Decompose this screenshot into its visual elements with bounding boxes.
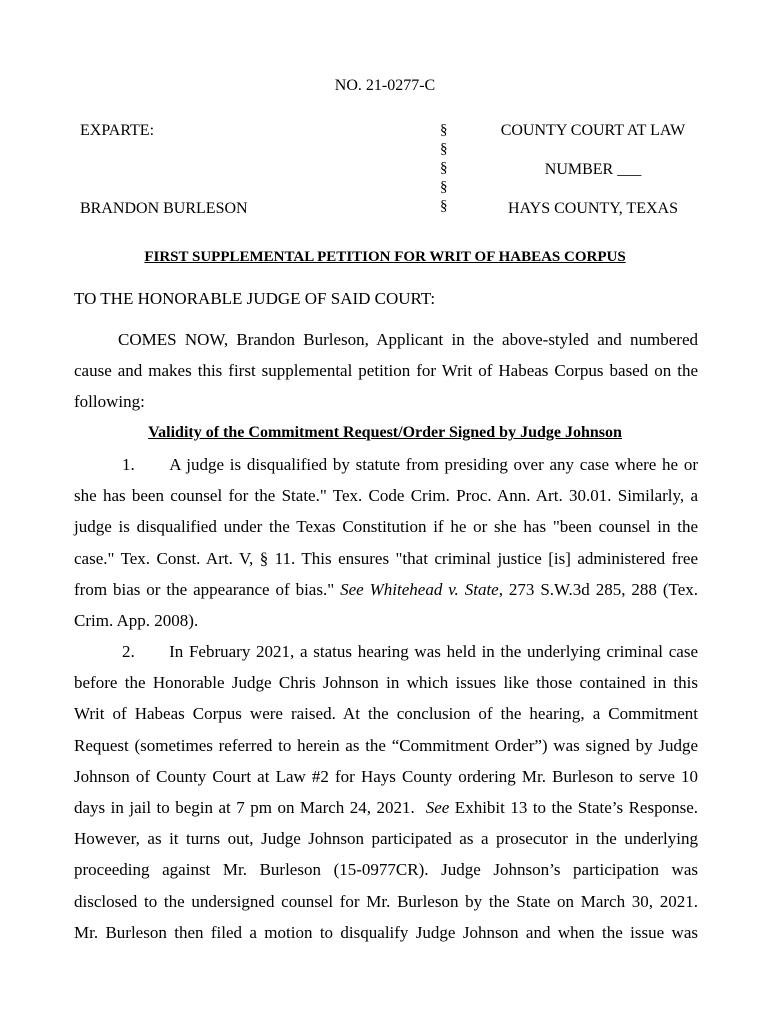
section-mark: § [440,198,448,214]
paragraph-line: judge is disqualified under the Texas Constitution if he or she has "been counsel in the [74,517,698,537]
intro-paragraph [74,324,698,418]
exhibit-reference: Exhibit 13 to the State’s Response. [449,797,699,817]
paragraph-line: Crim. App. 2008). [74,610,199,630]
paragraph-line: she has been counsel for the State." Tex. Code Crim. Proc. Ann. Art. 30.01. Similarly, a [74,486,698,506]
court-address: TO THE HONORABLE JUDGE OF SAID COURT: [74,289,436,308]
section-marks [440,121,454,216]
caption-court: COUNTY COURT AT LAW [500,122,686,139]
paragraph-line: following: [74,392,145,412]
paragraph-line [74,636,698,667]
caption-court-number: NUMBER ___ [544,161,642,178]
caption-applicant-name: BRANDON BURLESON [80,200,248,217]
paragraph-text: In February 2021, a status hearing was held in the underlying criminal case [169,642,698,661]
paragraph-text: from bias or the appearance of bias." [74,579,335,599]
paragraph-line: disclosed to the undersigned counsel for Mr. Burleson by the State on March 30, 2021. [74,891,698,911]
paragraph-line: COMES NOW, Brandon Burleson, Applicant in the above-styled and numbered [118,330,698,349]
paragraph-line: Request (sometimes referred to herein as the “Commitment Order”) was signed by Judge [74,735,698,755]
paragraph-line: proceeding against Mr. Burleson (15-0977CR). Judge Johnson’s participation was [74,860,698,880]
paragraph-line [74,792,698,823]
see-signal: See [425,797,450,817]
paragraph-line: cause and makes this first supplemental petition for Writ of Habeas Corpus based on the [74,361,698,381]
paragraph-line: Mr. Burleson then filed a motion to disqualify Judge Johnson and when the issue was [74,922,698,942]
document-title: FIRST SUPPLEMENTAL PETITION FOR WRIT OF HABEAS CORPUS [144,249,626,265]
paragraph-1 [74,449,698,636]
section-mark: § [440,160,448,176]
caption-county: HAYS COUNTY, TEXAS [508,200,678,217]
paragraph-line [74,574,698,605]
section-mark: § [440,179,448,195]
paragraph-text: days in jail to begin at 7 pm on March 24, 2021. [74,797,415,817]
citation-detail: , 273 S.W.3d 285, 288 (Tex. [498,579,698,599]
section-mark: § [440,141,448,157]
paragraph-line: case." Tex. Const. Art. V, § 11. This ensures "that criminal justice [is] administered free [74,548,698,568]
paragraph-number: 1. [122,455,135,474]
paragraph-2 [74,636,698,948]
paragraph-number: 2. [122,642,135,661]
paragraph-line: Johnson of County Court at Law #2 for Hays County ordering Mr. Burleson to serve 10 [74,766,698,786]
paragraph-line: However, as it turns out, Judge Johnson participated as a prosecutor in the underlying [74,829,698,849]
case-citation: See Whitehead v. State [340,579,499,599]
paragraph-line [74,449,698,480]
paragraph-text: A judge is disqualified by statute from presiding over any case where he or [169,455,699,474]
section-subheading: Validity of the Commitment Request/Order Signed by Judge Johnson [148,424,622,441]
caption-exparte: EXPARTE: [80,122,155,139]
case-number: NO. 21-0277-C [334,77,436,94]
section-mark: § [440,122,448,138]
paragraph-line: before the Honorable Judge Chris Johnson in which issues like those contained in this [74,673,698,693]
paragraph-line: Writ of Habeas Corpus were raised. At the conclusion of the hearing, a Commitment [74,704,698,724]
